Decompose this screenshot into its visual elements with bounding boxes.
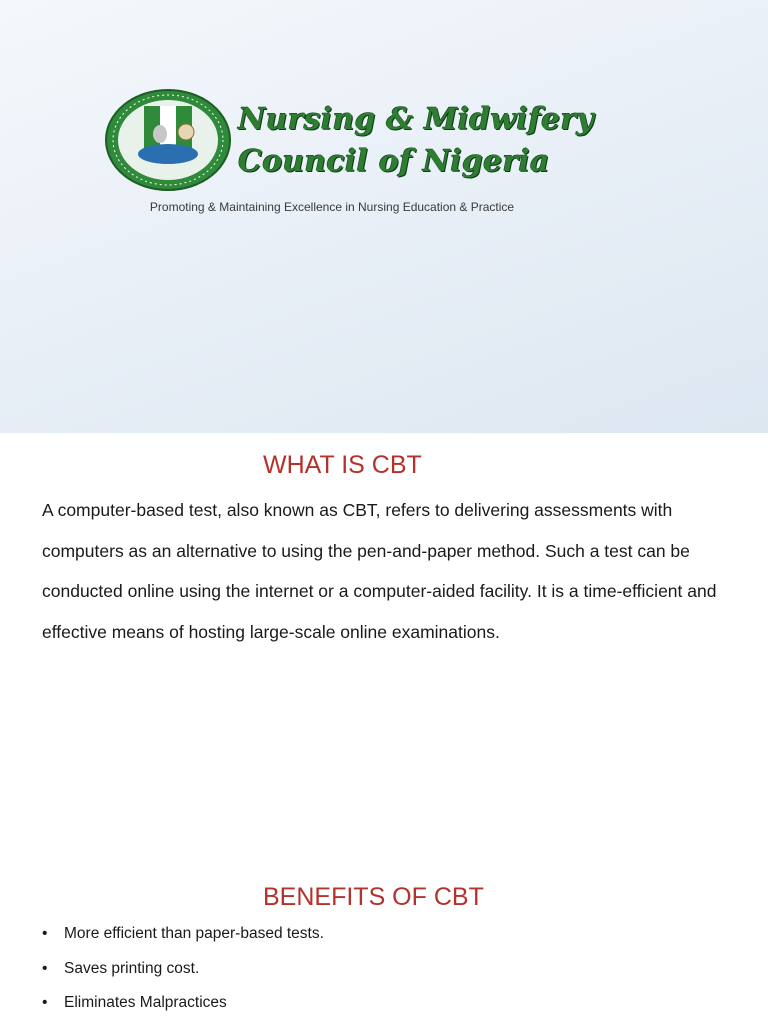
header-banner — [0, 0, 768, 433]
org-name-line2: Council of Nigeria — [238, 144, 550, 179]
org-tagline: Promoting & Maintaining Excellence in Nursing Education & Practice — [149, 200, 515, 214]
benefits-list — [42, 925, 742, 1029]
what-is-cbt-paragraph: A computer-based test, also known as CBT, refers to delivering assessments with computers as an alternative to using the pen-and-paper method. Such a test can be conducted online using the internet or a computer-aided facility. It is a time-efficient and effective means of hosting large-scale online examinations. — [42, 500, 717, 642]
list-item — [42, 925, 742, 960]
what-is-cbt-heading: WHAT IS CBT — [263, 451, 422, 479]
benefit-text: Saves printing cost. — [64, 959, 200, 977]
org-name-line1: Nursing & Midwifery — [238, 102, 594, 137]
list-item — [42, 960, 742, 995]
benefits-of-cbt-heading: BENEFITS OF CBT — [263, 883, 484, 911]
benefit-text: Eliminates Malpractices — [64, 994, 227, 1011]
list-item — [42, 994, 742, 1029]
bullet-icon: • — [42, 959, 48, 977]
bullet-icon: • — [42, 994, 48, 1011]
council-seal-icon — [104, 88, 232, 192]
benefit-text: More efficient than paper-based tests. — [64, 925, 324, 942]
bullet-icon: • — [42, 925, 48, 942]
